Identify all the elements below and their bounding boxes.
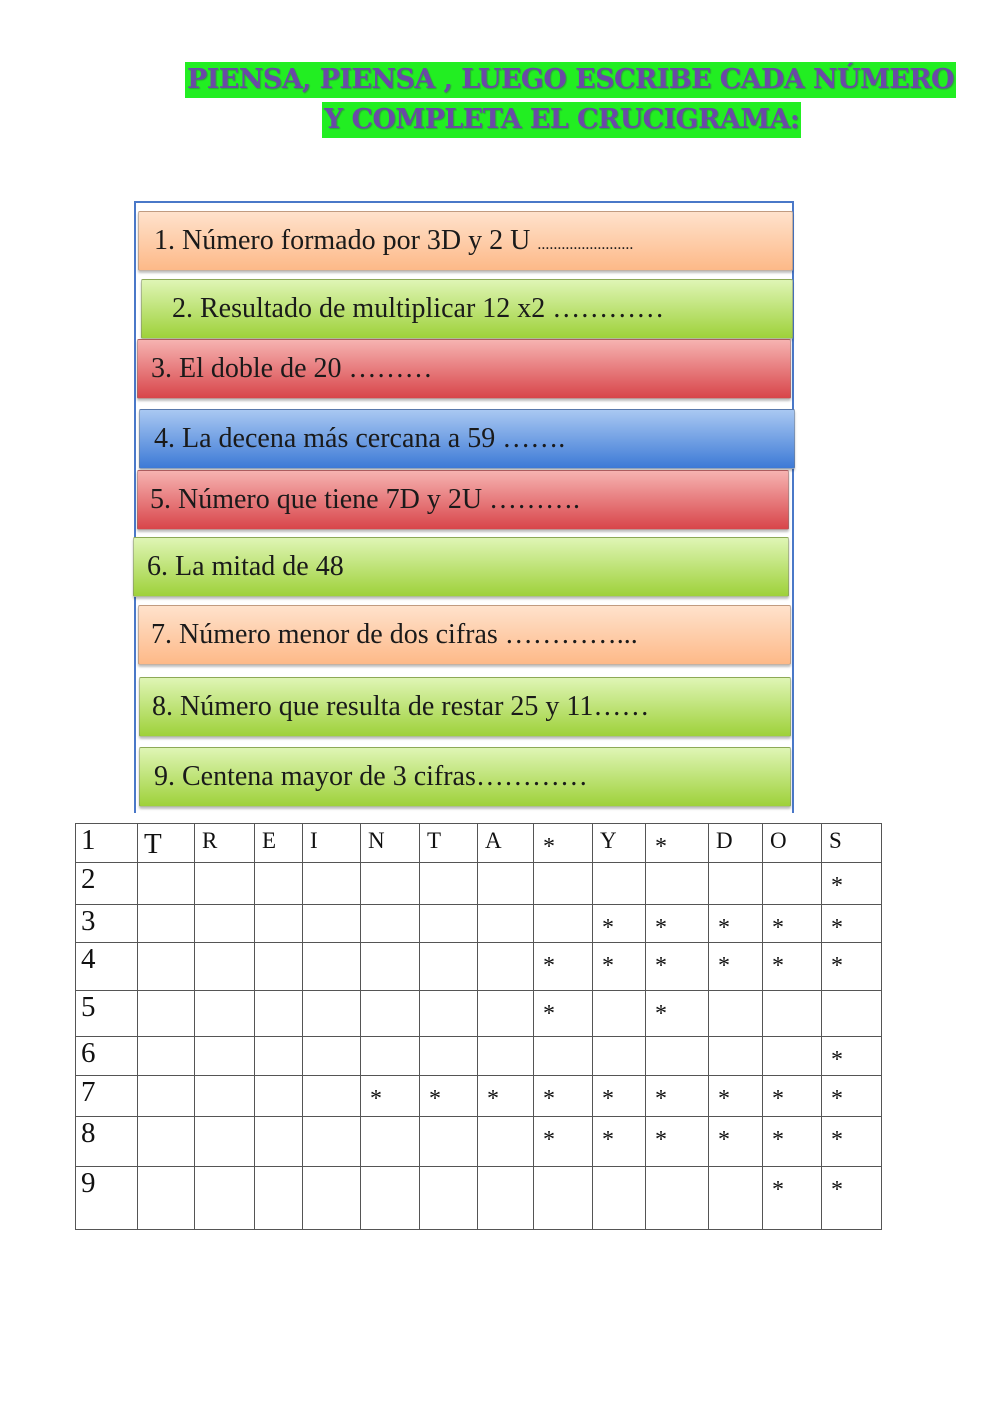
grid-cell[interactable] — [534, 863, 593, 905]
grid-cell — [478, 1076, 534, 1117]
grid-cell — [593, 1076, 646, 1117]
grid-row-6 — [76, 1037, 882, 1076]
grid-cell[interactable] — [361, 905, 420, 943]
blocked-cell-mark: * — [655, 1001, 667, 1027]
row-number: 3 — [76, 905, 138, 943]
grid-cell[interactable] — [195, 863, 255, 905]
grid-cell[interactable] — [303, 1167, 361, 1230]
clue-6 — [133, 537, 789, 597]
grid-cell[interactable] — [138, 863, 195, 905]
clue-9 — [139, 747, 791, 807]
grid-cell — [763, 824, 822, 863]
clue-4 — [139, 409, 795, 469]
crossword-grid — [75, 823, 882, 1230]
grid-cell[interactable] — [303, 943, 361, 991]
grid-cell[interactable] — [138, 991, 195, 1037]
blocked-cell-mark: * — [429, 1086, 441, 1112]
row-number: 5 — [76, 991, 138, 1037]
clue-3 — [137, 339, 791, 399]
clue-1-text: 1. Número formado por 3D y 2 U — [154, 225, 538, 256]
row-number: 2 — [76, 863, 138, 905]
grid-cell — [709, 824, 763, 863]
grid-cell — [534, 1117, 593, 1167]
clue-6-text: 6. La mitad de 48 — [147, 551, 344, 582]
grid-cell — [646, 943, 709, 991]
blocked-cell-mark: * — [718, 1127, 730, 1153]
cell-letter: E — [262, 828, 277, 853]
grid-cell[interactable] — [195, 1076, 255, 1117]
clue-1 — [138, 211, 793, 271]
grid-cell[interactable] — [255, 1117, 303, 1167]
grid-cell[interactable] — [138, 943, 195, 991]
grid-cell[interactable] — [763, 1037, 822, 1076]
grid-cell[interactable] — [478, 1167, 534, 1230]
blocked-cell-mark: * — [772, 953, 784, 979]
clue-9-text: 9. Centena mayor de 3 cifras………… — [154, 761, 588, 792]
grid-cell — [822, 824, 882, 863]
grid-cell[interactable] — [255, 905, 303, 943]
cell-letter: D — [716, 828, 733, 853]
grid-row-2 — [76, 863, 882, 905]
grid-cell[interactable] — [255, 1076, 303, 1117]
blocked-cell-mark: * — [772, 915, 784, 941]
grid-cell[interactable] — [478, 905, 534, 943]
grid-cell — [822, 1117, 882, 1167]
blocked-cell-mark: * — [831, 953, 843, 979]
grid-cell[interactable] — [361, 1167, 420, 1230]
blocked-cell-mark: * — [718, 915, 730, 941]
grid-cell — [822, 863, 882, 905]
blocked-cell-mark: * — [602, 1086, 614, 1112]
grid-cell[interactable] — [478, 943, 534, 991]
grid-cell[interactable] — [361, 943, 420, 991]
grid-cell — [822, 1167, 882, 1230]
grid-cell[interactable] — [303, 905, 361, 943]
grid-row-7 — [76, 1076, 882, 1117]
grid-cell[interactable] — [255, 991, 303, 1037]
grid-cell[interactable] — [646, 863, 709, 905]
blocked-cell-mark: * — [831, 1177, 843, 1203]
grid-cell — [593, 905, 646, 943]
grid-cell[interactable] — [303, 991, 361, 1037]
grid-cell[interactable] — [534, 905, 593, 943]
grid-cell[interactable] — [361, 1117, 420, 1167]
grid-cell — [593, 824, 646, 863]
grid-cell[interactable] — [478, 863, 534, 905]
grid-cell[interactable] — [593, 1167, 646, 1230]
blocked-cell-mark: * — [831, 915, 843, 941]
clue-5 — [137, 470, 789, 530]
grid-cell — [709, 905, 763, 943]
cell-letter: S — [829, 828, 842, 853]
grid-cell[interactable] — [646, 1167, 709, 1230]
blocked-cell-mark: * — [543, 834, 555, 860]
clue-8-text: 8. Número que resulta de restar 25 y 11…… — [152, 691, 650, 722]
grid-cell[interactable] — [138, 1167, 195, 1230]
clue-7 — [138, 605, 791, 665]
grid-cell — [361, 824, 420, 863]
blocked-cell-mark: * — [602, 915, 614, 941]
grid-cell — [420, 824, 478, 863]
grid-cell[interactable] — [763, 863, 822, 905]
grid-row-8 — [76, 1117, 882, 1167]
grid-cell — [822, 905, 882, 943]
grid-cell — [709, 1117, 763, 1167]
blocked-cell-mark: * — [718, 1086, 730, 1112]
grid-cell[interactable] — [361, 991, 420, 1037]
blocked-cell-mark: * — [370, 1086, 382, 1112]
grid-cell — [138, 824, 195, 863]
grid-cell — [822, 1076, 882, 1117]
grid-cell — [763, 1167, 822, 1230]
grid-cell — [534, 1076, 593, 1117]
grid-cell — [478, 824, 534, 863]
grid-cell[interactable] — [255, 1037, 303, 1076]
blocked-cell-mark: * — [655, 915, 667, 941]
blocked-cell-mark: * — [602, 1127, 614, 1153]
grid-cell — [593, 1117, 646, 1167]
blocked-cell-mark: * — [655, 1086, 667, 1112]
grid-cell[interactable] — [709, 863, 763, 905]
cell-letter: A — [485, 828, 502, 853]
grid-cell[interactable] — [478, 1037, 534, 1076]
blocked-cell-mark: * — [543, 1086, 555, 1112]
grid-cell[interactable] — [195, 1037, 255, 1076]
clue-8 — [139, 677, 791, 737]
grid-row-9 — [76, 1167, 882, 1230]
grid-cell[interactable] — [420, 905, 478, 943]
blocked-cell-mark: * — [655, 834, 667, 860]
grid-cell — [709, 1076, 763, 1117]
grid-cell — [534, 943, 593, 991]
grid-cell — [303, 824, 361, 863]
blocked-cell-mark: * — [543, 1001, 555, 1027]
blocked-cell-mark: * — [655, 1127, 667, 1153]
grid-cell[interactable] — [420, 1037, 478, 1076]
grid-cell[interactable] — [303, 1037, 361, 1076]
grid-cell — [195, 824, 255, 863]
grid-cell[interactable] — [593, 1037, 646, 1076]
clue-1-dots: ........................ — [537, 236, 634, 253]
cell-letter: O — [770, 828, 787, 853]
grid-cell[interactable] — [420, 943, 478, 991]
blocked-cell-mark: * — [772, 1127, 784, 1153]
grid-cell[interactable] — [138, 1076, 195, 1117]
blocked-cell-mark: * — [602, 953, 614, 979]
grid-cell[interactable] — [361, 1037, 420, 1076]
row-number: 9 — [76, 1167, 138, 1230]
clue-3-text: 3. El doble de 20 ……… — [151, 353, 433, 384]
row-number: 7 — [76, 1076, 138, 1117]
cell-letter: R — [202, 828, 218, 853]
clue-7-text: 7. Número menor de dos cifras …………... — [151, 619, 638, 650]
clue-5-text: 5. Número que tiene 7D y 2U ………. — [150, 484, 581, 515]
grid-cell[interactable] — [709, 1167, 763, 1230]
blocked-cell-mark: * — [831, 1047, 843, 1073]
grid-cell — [763, 1076, 822, 1117]
blocked-cell-mark: * — [831, 1127, 843, 1153]
grid-cell — [822, 943, 882, 991]
grid-cell[interactable] — [195, 943, 255, 991]
grid-cell[interactable] — [138, 1117, 195, 1167]
grid-row-3 — [76, 905, 882, 943]
title-line-2: Y COMPLETA EL CRUCIGRAMA: — [322, 102, 801, 138]
blocked-cell-mark: * — [831, 873, 843, 899]
grid-cell — [646, 991, 709, 1037]
cell-letter: Y — [600, 828, 617, 853]
grid-cell[interactable] — [303, 1117, 361, 1167]
grid-cell — [646, 905, 709, 943]
grid-cell[interactable] — [646, 1037, 709, 1076]
grid-cell[interactable] — [420, 1117, 478, 1167]
grid-cell[interactable] — [420, 863, 478, 905]
grid-cell — [534, 824, 593, 863]
clue-2-text: 2. Resultado de multiplicar 12 x2 ………… — [172, 293, 665, 324]
row-number: 6 — [76, 1037, 138, 1076]
grid-cell — [534, 991, 593, 1037]
grid-cell[interactable] — [361, 863, 420, 905]
blocked-cell-mark: * — [772, 1177, 784, 1203]
blocked-cell-mark: * — [655, 953, 667, 979]
row-number: 1 — [76, 824, 138, 863]
grid-cell — [420, 1076, 478, 1117]
grid-cell[interactable] — [195, 1167, 255, 1230]
row-number: 8 — [76, 1117, 138, 1167]
clue-4-text: 4. La decena más cercana a 59 ……. — [154, 423, 566, 454]
grid-cell[interactable] — [593, 863, 646, 905]
grid-cell[interactable] — [763, 991, 822, 1037]
grid-cell[interactable] — [709, 1037, 763, 1076]
grid-cell[interactable] — [534, 1037, 593, 1076]
grid-cell[interactable] — [255, 1167, 303, 1230]
grid-cell[interactable] — [255, 943, 303, 991]
grid-cell[interactable] — [478, 1117, 534, 1167]
grid-cell — [763, 1117, 822, 1167]
cell-letter: I — [310, 828, 318, 853]
cell-letter: T — [144, 828, 162, 860]
grid-cell — [361, 1076, 420, 1117]
grid-cell[interactable] — [303, 1076, 361, 1117]
grid-cell — [763, 905, 822, 943]
blocked-cell-mark: * — [831, 1086, 843, 1112]
grid-cell — [255, 824, 303, 863]
grid-cell[interactable] — [420, 1167, 478, 1230]
row-number: 4 — [76, 943, 138, 991]
grid-cell[interactable] — [420, 991, 478, 1037]
grid-cell[interactable] — [195, 905, 255, 943]
grid-cell — [763, 943, 822, 991]
grid-cell[interactable] — [255, 863, 303, 905]
grid-cell — [646, 824, 709, 863]
grid-cell[interactable] — [478, 991, 534, 1037]
grid-cell — [822, 1037, 882, 1076]
grid-cell[interactable] — [709, 991, 763, 1037]
grid-cell[interactable] — [303, 863, 361, 905]
cell-letter: T — [427, 828, 442, 853]
grid-cell — [646, 1076, 709, 1117]
grid-cell[interactable] — [195, 991, 255, 1037]
blocked-cell-mark: * — [543, 1127, 555, 1153]
grid-row-4 — [76, 943, 882, 991]
grid-cell[interactable] — [534, 1167, 593, 1230]
blocked-cell-mark: * — [718, 953, 730, 979]
grid-cell — [646, 1117, 709, 1167]
blocked-cell-mark: * — [772, 1086, 784, 1112]
grid-cell[interactable] — [195, 1117, 255, 1167]
grid-row-1 — [76, 824, 882, 863]
grid-cell — [709, 943, 763, 991]
blocked-cell-mark: * — [487, 1086, 499, 1112]
grid-row-5 — [76, 991, 882, 1037]
blocked-cell-mark: * — [543, 953, 555, 979]
grid-cell[interactable] — [593, 991, 646, 1037]
grid-cell[interactable] — [138, 905, 195, 943]
cell-letter: N — [368, 828, 385, 853]
grid-cell[interactable] — [822, 991, 882, 1037]
title-line-1: PIENSA, PIENSA , LUEGO ESCRIBE CADA NÚMERO — [185, 62, 956, 98]
clue-2 — [141, 279, 793, 339]
grid-cell[interactable] — [138, 1037, 195, 1076]
grid-cell — [593, 943, 646, 991]
